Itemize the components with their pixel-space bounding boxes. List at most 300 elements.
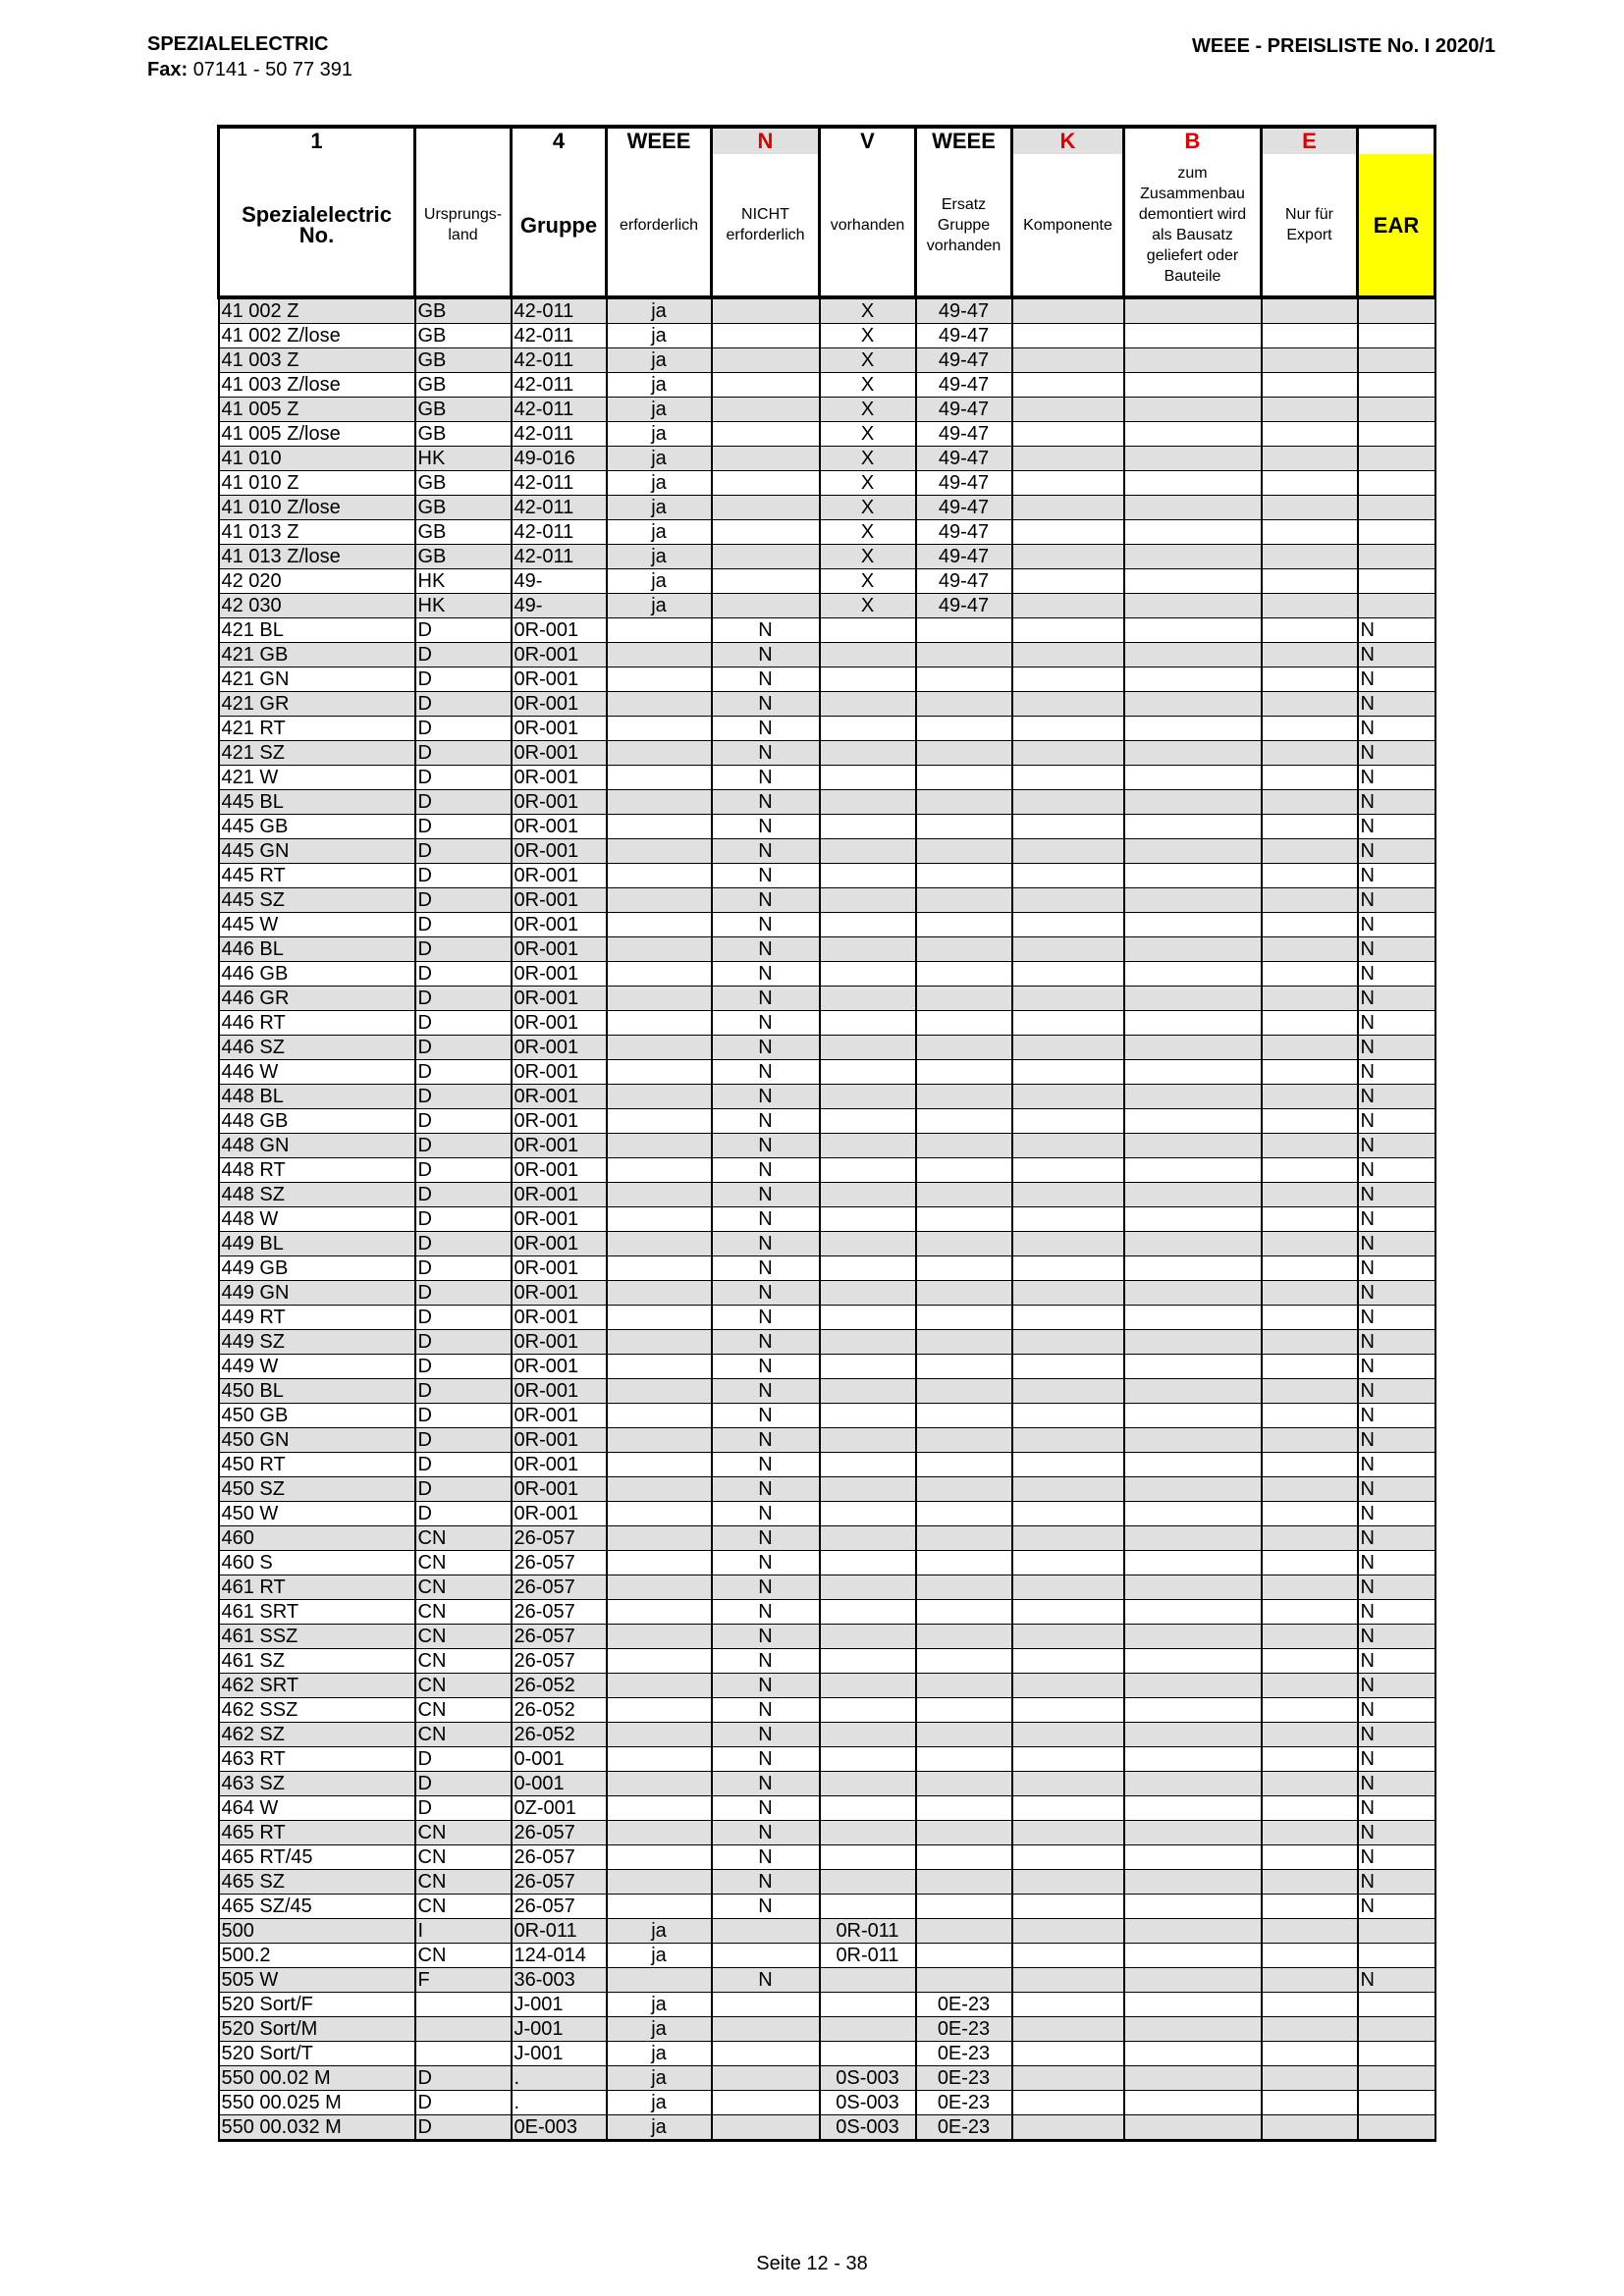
cell-gruppe: 42-011 [512,471,607,496]
cell-gruppe: 0R-001 [512,913,607,937]
cell-erforderlich [607,1355,712,1379]
cell-ursprungsland: D [415,618,512,643]
cell-bausatz [1124,888,1262,913]
cell-bausatz [1124,1551,1262,1575]
cell-gruppe: 0R-001 [512,1379,607,1404]
cell-nicht-erforderlich [712,2115,820,2141]
cell-ersatz-gruppe [916,1625,1012,1649]
cell-nicht-erforderlich [712,2066,820,2091]
cell-ersatz-gruppe [916,766,1012,790]
cell-ear: N [1358,1060,1435,1085]
table-row [219,1674,1435,1698]
cell-gruppe: 0R-001 [512,692,607,717]
cell-ersatz-gruppe [916,1281,1012,1306]
table-row [219,1526,1435,1551]
cell-erforderlich: ja [607,297,712,324]
table-row [219,1772,1435,1796]
cell-ursprungsland: CN [415,1944,512,1968]
cell-ersatz-gruppe [916,1207,1012,1232]
cell-vorhanden: X [820,447,916,471]
cell-nicht-erforderlich: N [712,1502,820,1526]
cell-bausatz [1124,520,1262,545]
cell-ursprungsland: D [415,839,512,864]
cell-nicht-erforderlich [712,545,820,569]
cell-ear: N [1358,741,1435,766]
cell-gruppe: 0R-001 [512,1355,607,1379]
cell-nicht-erforderlich: N [712,962,820,987]
cell-export [1262,1281,1358,1306]
cell-vorhanden [820,1821,916,1845]
table-row [219,717,1435,741]
cell-vorhanden [820,1011,916,1036]
cell-komponente [1012,1330,1124,1355]
cell-spezialelectric-no: 421 GR [219,692,415,717]
cell-spezialelectric-no: 505 W [219,1968,415,1993]
cell-export [1262,569,1358,594]
cell-komponente [1012,1281,1124,1306]
cell-vorhanden [820,839,916,864]
cell-export [1262,447,1358,471]
cell-ersatz-gruppe: 49-47 [916,447,1012,471]
cell-komponente [1012,1796,1124,1821]
cell-gruppe: 42-011 [512,520,607,545]
cell-bausatz [1124,471,1262,496]
cell-nicht-erforderlich: N [712,643,820,667]
cell-nicht-erforderlich: N [712,1747,820,1772]
cell-gruppe: 124-014 [512,1944,607,1968]
table-row [219,2017,1435,2042]
cell-erforderlich [607,667,712,692]
cell-gruppe: 0R-001 [512,815,607,839]
cell-ursprungsland: CN [415,1698,512,1723]
cell-nicht-erforderlich: N [712,1526,820,1551]
cell-spezialelectric-no: 461 SRT [219,1600,415,1625]
cell-export [1262,2066,1358,2091]
cell-bausatz [1124,398,1262,422]
cell-vorhanden: X [820,496,916,520]
cell-spezialelectric-no: 445 GB [219,815,415,839]
cell-export [1262,1551,1358,1575]
cell-ear: N [1358,1404,1435,1428]
cell-ear: N [1358,1747,1435,1772]
cell-erforderlich: ja [607,496,712,520]
table-row [219,569,1435,594]
cell-ersatz-gruppe [916,864,1012,888]
cell-ear: N [1358,962,1435,987]
colnum-nicht-erforderlich: N [712,127,820,154]
cell-gruppe: J-001 [512,2042,607,2066]
cell-ersatz-gruppe: 49-47 [916,324,1012,348]
cell-komponente [1012,1232,1124,1256]
cell-export [1262,1993,1358,2017]
cell-ersatz-gruppe [916,618,1012,643]
cell-komponente [1012,1085,1124,1109]
table-row [219,839,1435,864]
cell-ursprungsland: D [415,2066,512,2091]
table-row [219,297,1435,324]
cell-komponente [1012,1723,1124,1747]
cell-export [1262,1404,1358,1428]
table-row [219,1232,1435,1256]
cell-ersatz-gruppe: 49-47 [916,398,1012,422]
cell-nicht-erforderlich [712,520,820,545]
cell-export [1262,1674,1358,1698]
cell-vorhanden [820,815,916,839]
cell-vorhanden [820,1993,916,2017]
col-header-nicht-erforderlich: NICHT erforderlich [712,154,820,297]
cell-gruppe: 0R-001 [512,839,607,864]
colnum-bausatz: B [1124,127,1262,154]
cell-nicht-erforderlich [712,471,820,496]
cell-ear: N [1358,1036,1435,1060]
cell-ersatz-gruppe [916,1895,1012,1919]
cell-export [1262,1796,1358,1821]
cell-komponente [1012,2115,1124,2141]
cell-spezialelectric-no: 421 GN [219,667,415,692]
cell-nicht-erforderlich [712,348,820,373]
table-row [219,496,1435,520]
cell-bausatz [1124,545,1262,569]
cell-ursprungsland: CN [415,1821,512,1845]
cell-gruppe: 0R-001 [512,1158,607,1183]
cell-spezialelectric-no: 462 SRT [219,1674,415,1698]
cell-ear: N [1358,1649,1435,1674]
cell-vorhanden [820,1158,916,1183]
cell-ursprungsland: D [415,1502,512,1526]
cell-spezialelectric-no: 460 [219,1526,415,1551]
cell-export [1262,1060,1358,1085]
cell-ursprungsland: D [415,1772,512,1796]
cell-vorhanden [820,1207,916,1232]
cell-ursprungsland: CN [415,1674,512,1698]
cell-vorhanden [820,987,916,1011]
cell-export [1262,496,1358,520]
cell-gruppe: 26-057 [512,1649,607,1674]
cell-export [1262,790,1358,815]
cell-bausatz [1124,1453,1262,1477]
cell-ursprungsland: D [415,1477,512,1502]
table-row [219,1919,1435,1944]
table-row [219,1428,1435,1453]
cell-ersatz-gruppe [916,1698,1012,1723]
cell-erforderlich [607,1232,712,1256]
cell-nicht-erforderlich: N [712,1404,820,1428]
cell-ursprungsland: D [415,1428,512,1453]
cell-bausatz [1124,1232,1262,1256]
cell-spezialelectric-no: 445 W [219,913,415,937]
cell-export [1262,398,1358,422]
cell-gruppe: 26-052 [512,1723,607,1747]
cell-gruppe: 0R-011 [512,1919,607,1944]
cell-ursprungsland: D [415,937,512,962]
cell-komponente [1012,1944,1124,1968]
cell-vorhanden [820,1085,916,1109]
cell-gruppe: 0R-001 [512,790,607,815]
cell-erforderlich [607,1477,712,1502]
cell-bausatz [1124,864,1262,888]
cell-ersatz-gruppe [916,1968,1012,1993]
cell-bausatz [1124,1330,1262,1355]
cell-vorhanden [820,1674,916,1698]
cell-spezialelectric-no: 448 GB [219,1109,415,1134]
cell-erforderlich: ja [607,1944,712,1968]
cell-ursprungsland: CN [415,1526,512,1551]
cell-komponente [1012,888,1124,913]
cell-ear: N [1358,1355,1435,1379]
cell-ursprungsland: D [415,1747,512,1772]
cell-komponente [1012,1355,1124,1379]
cell-ear: N [1358,1600,1435,1625]
cell-bausatz [1124,1134,1262,1158]
cell-gruppe: 0R-001 [512,864,607,888]
cell-erforderlich: ja [607,422,712,447]
cell-komponente [1012,692,1124,717]
cell-spezialelectric-no: 450 SZ [219,1477,415,1502]
cell-ear [1358,324,1435,348]
table-row [219,2042,1435,2066]
cell-ursprungsland: D [415,741,512,766]
cell-bausatz [1124,1379,1262,1404]
cell-vorhanden: X [820,373,916,398]
cell-nicht-erforderlich: N [712,1355,820,1379]
cell-bausatz [1124,937,1262,962]
cell-gruppe: 0R-001 [512,888,607,913]
cell-bausatz [1124,741,1262,766]
cell-ersatz-gruppe [916,1649,1012,1674]
cell-bausatz [1124,2066,1262,2091]
table-row [219,447,1435,471]
cell-vorhanden: X [820,422,916,447]
cell-nicht-erforderlich: N [712,1600,820,1625]
cell-export [1262,297,1358,324]
cell-export [1262,1134,1358,1158]
cell-ear: N [1358,667,1435,692]
colnum-spezialelectric-no: 1 [219,127,415,154]
cell-komponente [1012,1674,1124,1698]
cell-ursprungsland: D [415,913,512,937]
cell-ursprungsland: D [415,1453,512,1477]
cell-ear: N [1358,1625,1435,1649]
cell-spezialelectric-no: 450 RT [219,1453,415,1477]
table-row [219,1870,1435,1895]
cell-komponente [1012,1821,1124,1845]
cell-ear: N [1358,1968,1435,1993]
cell-erforderlich [607,1109,712,1134]
cell-gruppe: 26-057 [512,1551,607,1575]
cell-ursprungsland: D [415,1109,512,1134]
cell-vorhanden [820,1526,916,1551]
cell-komponente [1012,1428,1124,1453]
table-row [219,1158,1435,1183]
cell-erforderlich [607,1674,712,1698]
cell-nicht-erforderlich: N [712,1158,820,1183]
cell-ear: N [1358,1821,1435,1845]
cell-bausatz [1124,1772,1262,1796]
cell-bausatz [1124,1845,1262,1870]
cell-export [1262,888,1358,913]
cell-ersatz-gruppe [916,815,1012,839]
cell-komponente [1012,1845,1124,1870]
cell-spezialelectric-no: 461 RT [219,1575,415,1600]
cell-export [1262,864,1358,888]
cell-ear [1358,297,1435,324]
cell-nicht-erforderlich: N [712,717,820,741]
cell-export [1262,1600,1358,1625]
cell-spezialelectric-no: 41 010 [219,447,415,471]
cell-komponente [1012,324,1124,348]
cell-bausatz [1124,2042,1262,2066]
cell-spezialelectric-no: 448 BL [219,1085,415,1109]
cell-ursprungsland: GB [415,422,512,447]
cell-gruppe: 0R-001 [512,1183,607,1207]
cell-erforderlich [607,839,712,864]
table-row [219,815,1435,839]
cell-vorhanden: X [820,569,916,594]
cell-erforderlich [607,1281,712,1306]
cell-ear [1358,447,1435,471]
cell-gruppe: 0R-001 [512,962,607,987]
cell-ear [1358,569,1435,594]
cell-spezialelectric-no: 446 GB [219,962,415,987]
cell-export [1262,2091,1358,2115]
cell-export [1262,1256,1358,1281]
cell-ersatz-gruppe [916,1870,1012,1895]
cell-spezialelectric-no: 449 RT [219,1306,415,1330]
cell-gruppe: 0R-001 [512,741,607,766]
cell-export [1262,1772,1358,1796]
table-row [219,373,1435,398]
cell-ear: N [1358,1428,1435,1453]
cell-erforderlich: ja [607,324,712,348]
table-row [219,1600,1435,1625]
table-row [219,937,1435,962]
cell-ursprungsland: D [415,1796,512,1821]
cell-ursprungsland: GB [415,496,512,520]
cell-ursprungsland: D [415,2091,512,2115]
cell-gruppe: 0R-001 [512,1477,607,1502]
cell-komponente [1012,839,1124,864]
cell-ersatz-gruppe [916,643,1012,667]
cell-ersatz-gruppe [916,888,1012,913]
cell-spezialelectric-no: 550 00.025 M [219,2091,415,2115]
cell-gruppe: 26-057 [512,1845,607,1870]
cell-spezialelectric-no: 449 GN [219,1281,415,1306]
cell-export [1262,1625,1358,1649]
cell-ursprungsland: D [415,987,512,1011]
cell-gruppe: 26-057 [512,1575,607,1600]
cell-ear [1358,373,1435,398]
cell-ersatz-gruppe [916,1306,1012,1330]
colnum-ursprungsland [415,127,512,154]
cell-ersatz-gruppe [916,1232,1012,1256]
cell-erforderlich [607,1011,712,1036]
table-row [219,471,1435,496]
cell-export [1262,1428,1358,1453]
cell-spezialelectric-no: 41 013 Z/lose [219,545,415,569]
cell-ersatz-gruppe [916,1134,1012,1158]
cell-vorhanden [820,1575,916,1600]
cell-ear: N [1358,1895,1435,1919]
cell-gruppe: 26-057 [512,1870,607,1895]
cell-erforderlich [607,1306,712,1330]
cell-ear: N [1358,1723,1435,1747]
cell-komponente [1012,1698,1124,1723]
cell-nicht-erforderlich: N [712,618,820,643]
cell-export [1262,1011,1358,1036]
cell-ursprungsland: GB [415,348,512,373]
page-number: Seite 12 - 38 [756,2253,868,2274]
cell-ursprungsland: D [415,888,512,913]
cell-ursprungsland: I [415,1919,512,1944]
cell-vorhanden [820,1060,916,1085]
cell-spezialelectric-no: 465 RT [219,1821,415,1845]
table-row [219,888,1435,913]
cell-ursprungsland: D [415,1256,512,1281]
cell-erforderlich [607,913,712,937]
cell-bausatz [1124,1428,1262,1453]
fax-line [147,57,352,82]
cell-erforderlich [607,790,712,815]
cell-erforderlich: ja [607,471,712,496]
cell-gruppe: 26-052 [512,1674,607,1698]
cell-bausatz [1124,594,1262,618]
column-number-row [219,127,1435,154]
cell-ursprungsland: HK [415,594,512,618]
cell-vorhanden [820,717,916,741]
cell-nicht-erforderlich [712,2042,820,2066]
cell-export [1262,1109,1358,1134]
cell-komponente [1012,373,1124,398]
cell-spezialelectric-no: 445 SZ [219,888,415,913]
cell-bausatz [1124,1674,1262,1698]
cell-ersatz-gruppe [916,1453,1012,1477]
cell-ursprungsland: D [415,1207,512,1232]
cell-gruppe: J-001 [512,1993,607,2017]
cell-ear: N [1358,1870,1435,1895]
cell-nicht-erforderlich: N [712,766,820,790]
table-row [219,2115,1435,2141]
cell-erforderlich [607,1845,712,1870]
fax-label: Fax: [147,59,189,80]
cell-bausatz [1124,297,1262,324]
table-row [219,1453,1435,1477]
cell-erforderlich [607,717,712,741]
cell-gruppe: . [512,2066,607,2091]
cell-erforderlich: ja [607,398,712,422]
cell-export [1262,815,1358,839]
cell-nicht-erforderlich: N [712,1085,820,1109]
cell-ursprungsland: F [415,1968,512,1993]
cell-komponente [1012,643,1124,667]
cell-komponente [1012,594,1124,618]
cell-bausatz [1124,1796,1262,1821]
colnum-ersatz-gruppe: WEEE [916,127,1012,154]
cell-gruppe: 49- [512,594,607,618]
cell-nicht-erforderlich: N [712,1551,820,1575]
cell-spezialelectric-no: 42 020 [219,569,415,594]
cell-erforderlich: ja [607,447,712,471]
cell-vorhanden [820,1404,916,1428]
column-label-row [219,154,1435,297]
cell-gruppe: 26-057 [512,1600,607,1625]
cell-ear: N [1358,1158,1435,1183]
cell-spezialelectric-no: 465 SZ [219,1870,415,1895]
cell-erforderlich: ja [607,2091,712,2115]
cell-gruppe: 0R-001 [512,937,607,962]
cell-vorhanden [820,2017,916,2042]
cell-vorhanden [820,1600,916,1625]
cell-ursprungsland: GB [415,373,512,398]
